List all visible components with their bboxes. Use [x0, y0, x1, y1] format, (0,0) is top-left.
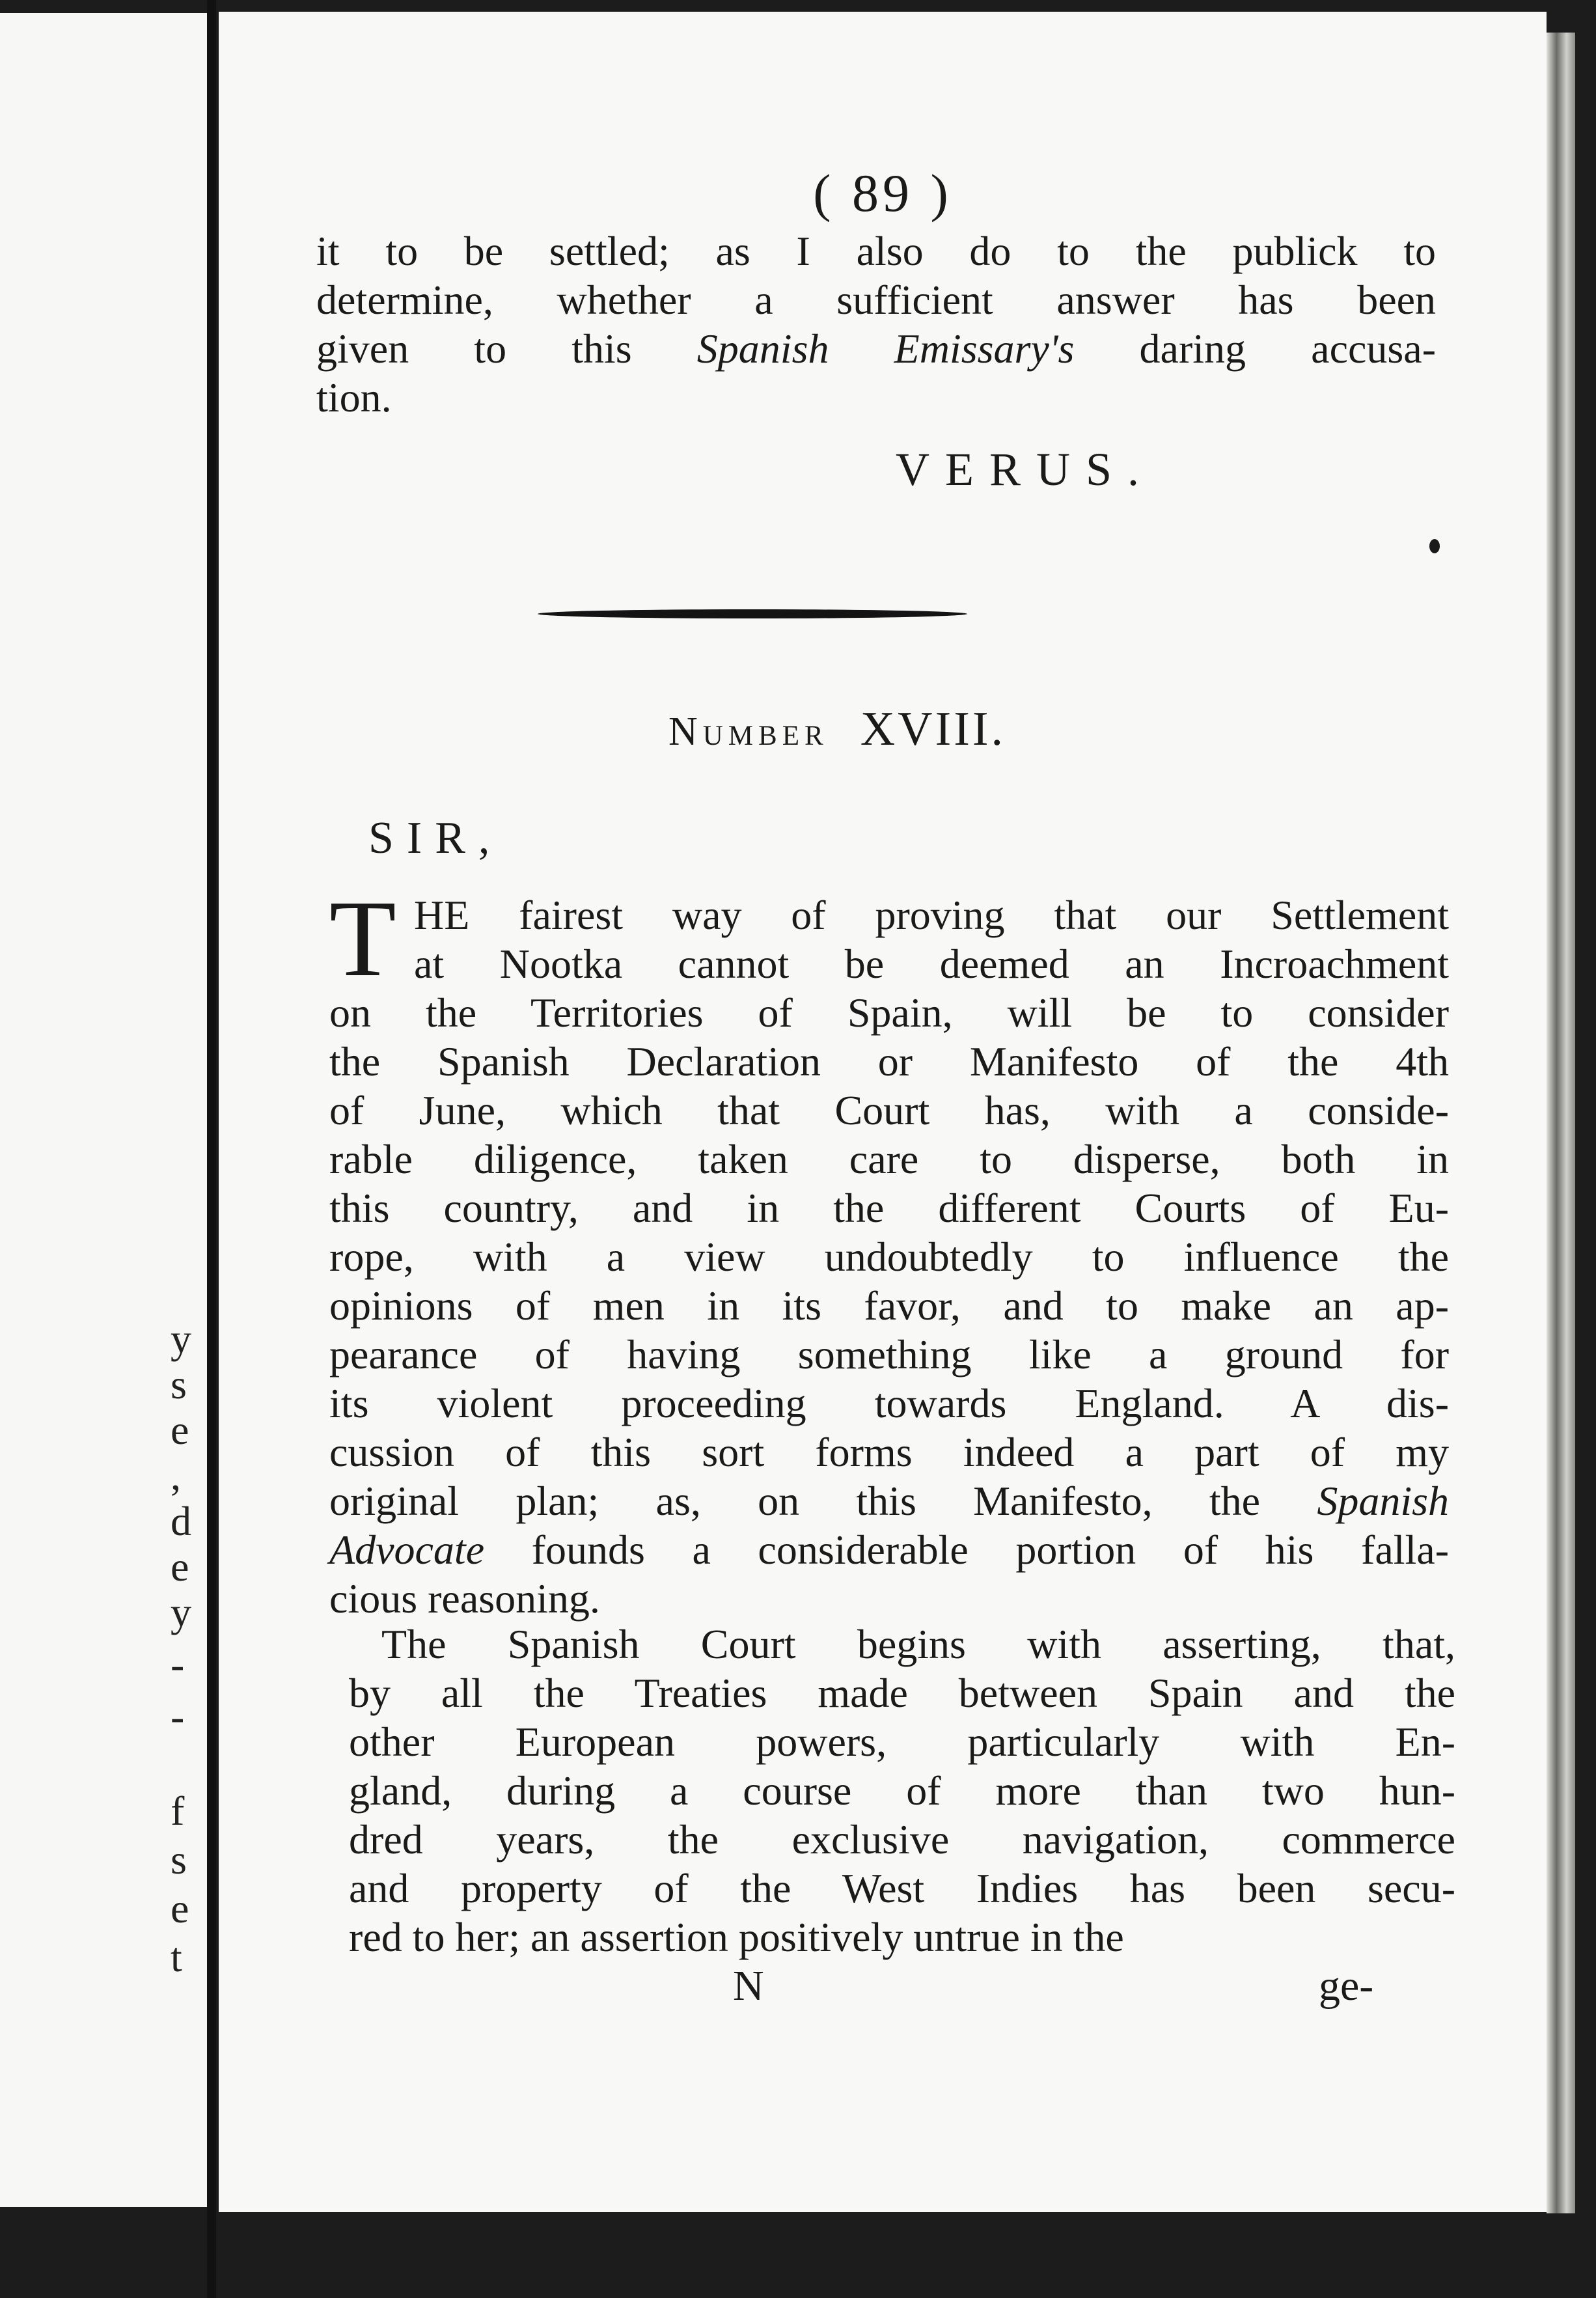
text-line: other European powers, particularly with En-	[349, 1719, 1455, 1765]
page-number: ( 89 )	[813, 163, 952, 223]
margin-fragment: ,	[171, 1452, 181, 1499]
heading-word: Number	[668, 710, 829, 754]
margin-fragment: f	[171, 1788, 185, 1834]
margin-fragment: -	[171, 1693, 185, 1739]
text-line: the Spanish Declaration or Manifesto of the 4th	[329, 1038, 1449, 1085]
margin-fragment: y	[171, 1316, 191, 1362]
text-line: gland, during a course of more than two hun-	[349, 1767, 1455, 1814]
margin-fragment: s	[171, 1361, 187, 1407]
text-line: rable diligence, taken care to disperse, both in	[329, 1136, 1449, 1182]
text-line: its violent proceeding towards England. A dis-	[329, 1380, 1449, 1426]
margin-fragment: s	[171, 1836, 187, 1883]
text-line: determine, whether a sufficient answer has been	[316, 277, 1436, 323]
text-line: pearance of having something like a ground for	[329, 1331, 1449, 1377]
text-line: cious reasoning.	[329, 1575, 600, 1622]
book-gutter	[207, 0, 216, 2298]
salutation: SIR,	[368, 813, 503, 863]
text-line: opinions of men in its favor, and to make an ap-	[329, 1282, 1449, 1329]
paragraph-2	[349, 1620, 1455, 1961]
text-line: dred years, the exclusive navigation, commerce	[349, 1816, 1455, 1862]
section-rule	[538, 609, 967, 618]
italic-phrase: Advocate	[329, 1527, 485, 1573]
margin-fragment: e	[171, 1885, 189, 1931]
text-line: at Nootka cannot be deemed an Incroachment	[414, 941, 1449, 987]
text-line: by all the Treaties made between Spain and the	[349, 1670, 1455, 1716]
text-line: on the Territories of Spain, will be to consider	[329, 990, 1449, 1036]
ink-dot	[1429, 539, 1440, 553]
catchword: ge-	[1319, 1962, 1374, 2010]
text-line: tion.	[316, 374, 392, 421]
text-line: The Spanish Court begins with asserting, that,	[381, 1621, 1455, 1667]
margin-fragment: d	[171, 1498, 191, 1544]
heading-numeral: XVIII.	[860, 702, 1006, 756]
text-line: Advocate founds a considerable portion of his falla-	[329, 1527, 1449, 1573]
italic-phrase: Spanish Emissary's	[696, 325, 1075, 372]
text-line: rope, with a view undoubtedly to influence the	[329, 1234, 1449, 1280]
margin-fragment: e	[171, 1407, 189, 1453]
text-line: of June, which that Court has, with a conside-	[329, 1087, 1449, 1133]
text-line: and property of the West Indies has been secu-	[349, 1865, 1455, 1911]
text-line: this country, and in the different Courts of Eu-	[329, 1185, 1449, 1231]
margin-fragment: y	[171, 1589, 191, 1635]
author-signature: VERUS.	[896, 443, 1155, 495]
paragraph-1	[316, 891, 1449, 1623]
opening-paragraph	[316, 227, 1436, 422]
text-line: given to this Spanish Emissary's daring accusa-	[316, 325, 1437, 372]
text-line: original plan; as, on this Manifesto, the Spanish	[329, 1478, 1449, 1524]
signature-mark: N	[733, 1962, 764, 2010]
italic-phrase: Spanish	[1317, 1478, 1449, 1524]
drop-cap: T	[329, 878, 396, 999]
text-line: HE fairest way of proving that our Settlement	[414, 892, 1449, 938]
text-line: red to her; an assertion positively untrue in the	[349, 1914, 1124, 1960]
margin-fragment: t	[171, 1934, 182, 1980]
margin-fragment: e	[171, 1544, 189, 1590]
margin-fragment: -	[171, 1641, 185, 1687]
text-line: cussion of this sort forms indeed a part of my	[329, 1429, 1449, 1475]
text-line: it to be settled; as I also do to the publick to	[316, 228, 1436, 274]
section-heading	[219, 702, 1455, 757]
page-stack-edge	[1547, 33, 1575, 2213]
book-page	[219, 12, 1547, 2212]
